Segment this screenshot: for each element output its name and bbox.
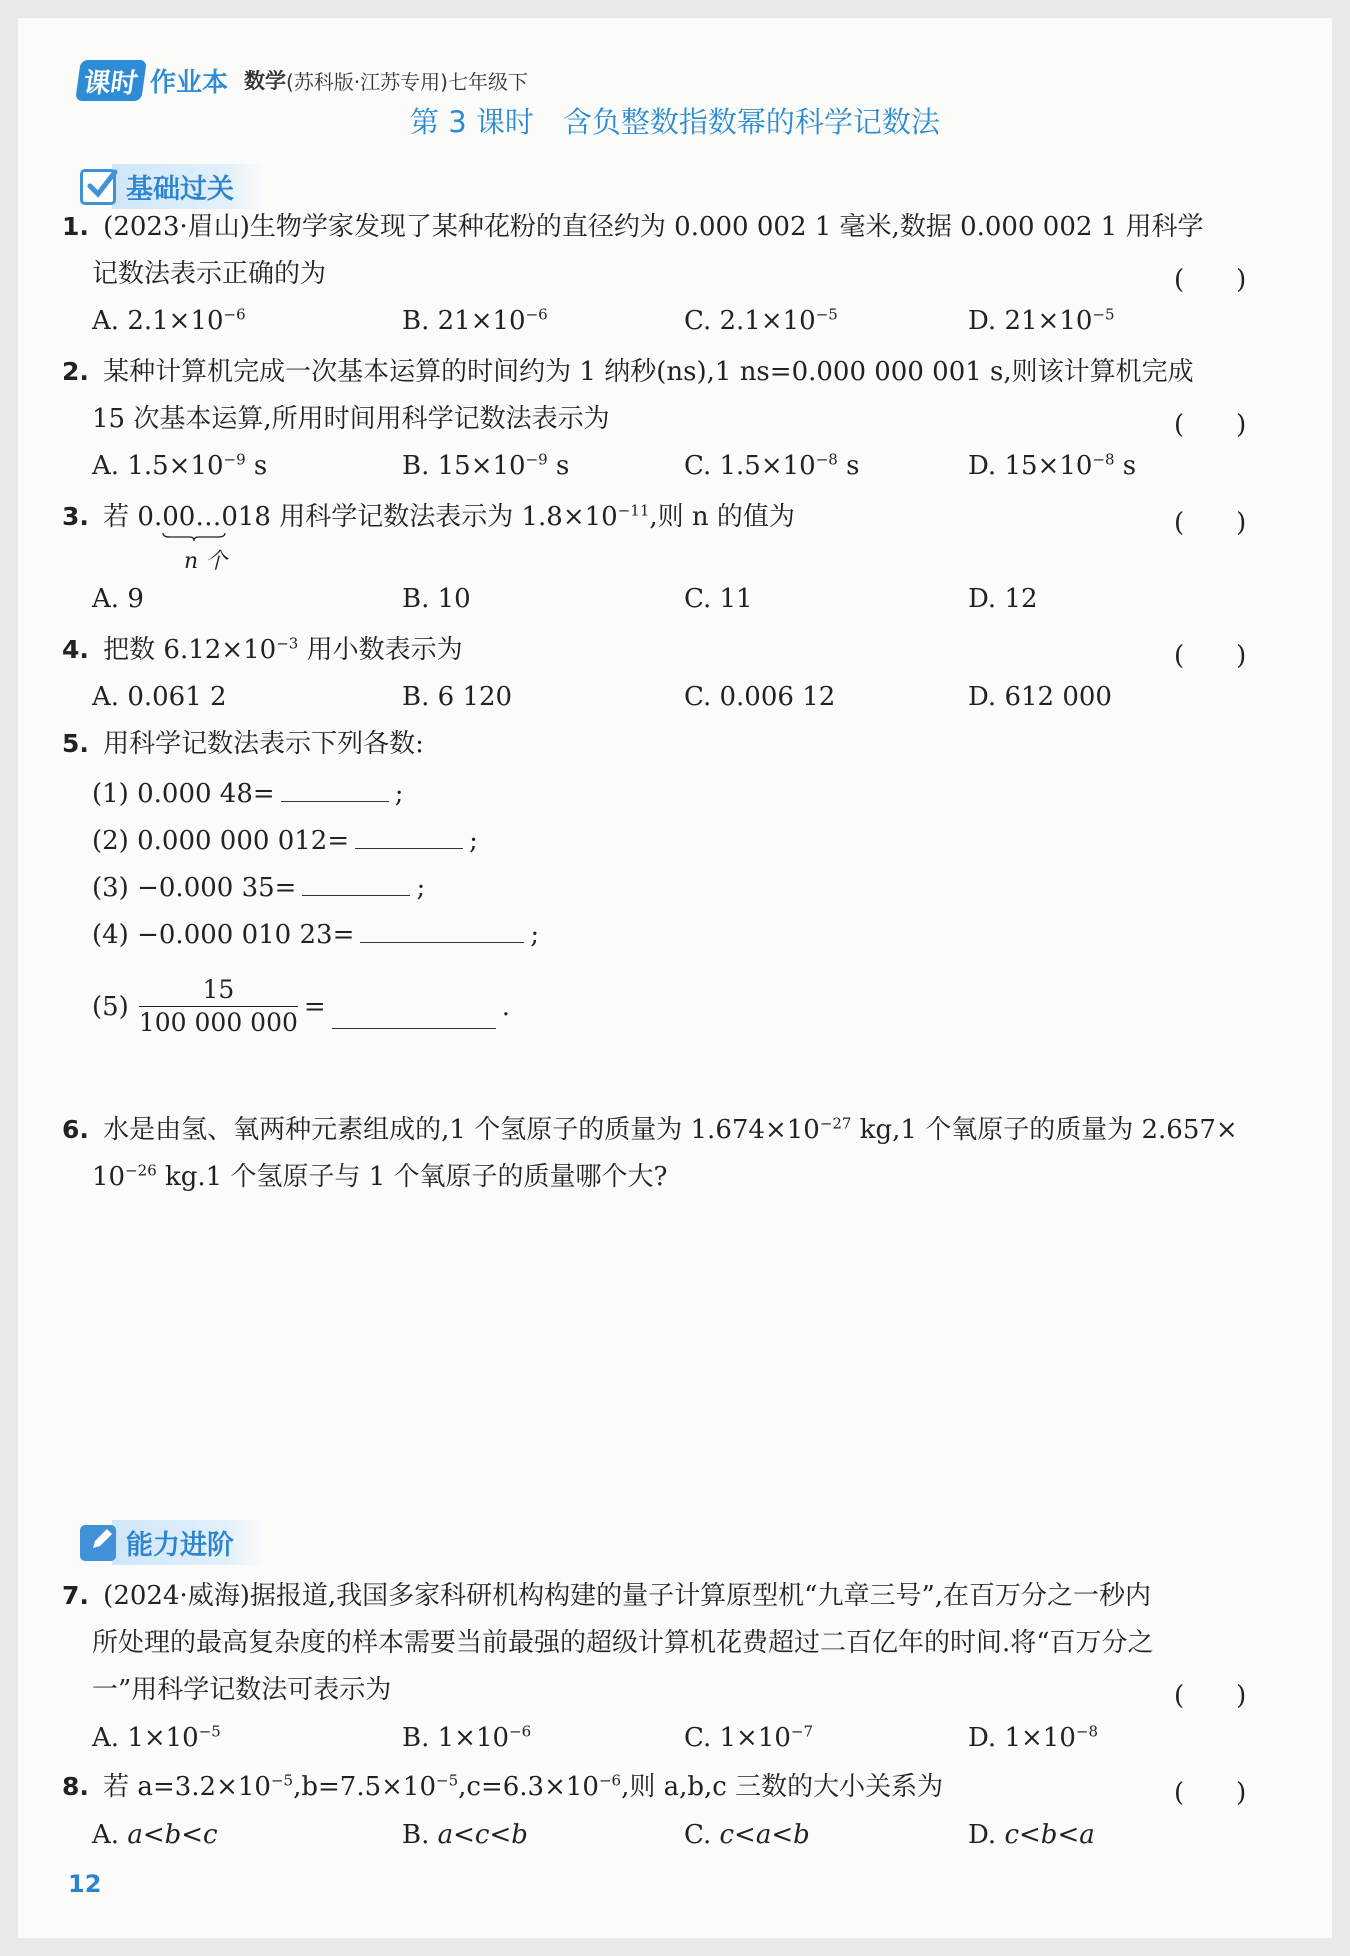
question-text: (2024·威海)据报道,我国多家科研机构构建的量子计算原型机“九章三号”,在百万分之一秒内 <box>103 1581 1152 1611</box>
header <box>78 60 528 100</box>
answer-blank[interactable]: ( ) <box>1174 410 1247 440</box>
brand-logo: 课时 <box>75 60 147 101</box>
question-5 <box>62 729 424 759</box>
answer-blank[interactable]: ( ) <box>1174 641 1247 671</box>
question-number: 3. <box>62 502 89 531</box>
section-basic <box>80 164 264 209</box>
option[interactable]: C. $1.5\times 10^{-8}$ s <box>684 450 860 481</box>
question-3 <box>62 502 795 532</box>
question-7-line2: 所处理的最高复杂度的样本需要当前最强的超级计算机花费超过二百亿年的时间.将“百万分之 <box>92 1628 1154 1658</box>
option[interactable]: D. c<b<a <box>968 1820 1095 1850</box>
question-1 <box>62 212 1203 242</box>
option[interactable]: B. $21\times 10^{-6}$ <box>402 305 548 336</box>
question-7-line3: 一”用科学记数法可表示为 <box>92 1675 392 1705</box>
question-1-line2: 记数法表示正确的为 <box>92 259 327 289</box>
fraction: $\frac{15}{100 000 000}$ <box>138 975 298 1037</box>
question-number: 2. <box>62 357 89 386</box>
option[interactable]: B. 6 120 <box>402 682 513 712</box>
section-advanced <box>80 1520 264 1565</box>
option[interactable]: A. $1.5\times 10^{-9}$ s <box>92 450 268 481</box>
question-text: 水是由氢、氧两种元素组成的,1 个氢原子的质量为 $1.674\times 10^{-27}$ kg,1 个氧原子的质量为 2.657× <box>103 1114 1238 1145</box>
question-text: (2023·眉山)生物学家发现了某种花粉的直径约为 0.000 002 1 毫米,数据 0.000 002 1 用科学 <box>103 212 1204 242</box>
fill-blank[interactable] <box>332 1004 496 1029</box>
option[interactable]: C. $1\times 10^{-7}$ <box>684 1722 814 1753</box>
answer-blank[interactable]: ( ) <box>1174 1681 1247 1711</box>
option[interactable]: B. $15\times 10^{-9}$ s <box>402 450 570 481</box>
option[interactable]: B. 10 <box>402 584 471 614</box>
question-8 <box>62 1772 943 1802</box>
question-text: 用科学记数法表示下列各数: <box>103 729 424 759</box>
sub-question: (4) −0.000 010 23= ; <box>92 920 540 950</box>
question-number: 4. <box>62 635 89 664</box>
lesson-title: 第 3 课时 含负整数指数幂的科学记数法 <box>410 105 940 139</box>
option[interactable]: D. $1\times 10^{-8}$ <box>968 1722 1098 1753</box>
sub-question: (1) 0.000 48= ; <box>92 779 404 809</box>
question-text: 某种计算机完成一次基本运算的时间约为 1 纳秒(ns),1 ns=0.000 000 001 s,则该计算机完成 <box>103 357 1194 387</box>
option[interactable]: C. 11 <box>684 584 753 614</box>
fill-blank[interactable] <box>360 918 524 943</box>
answer-blank[interactable]: ( ) <box>1174 1778 1247 1808</box>
answer-blank[interactable]: ( ) <box>1174 265 1247 295</box>
answer-blank[interactable]: ( ) <box>1174 508 1247 538</box>
section-basic-label: 基础过关 <box>112 164 264 209</box>
question-2-line2: 15 次基本运算,所用时间用科学记数法表示为 <box>92 404 610 434</box>
fill-blank[interactable] <box>302 871 410 896</box>
option[interactable]: C. c<a<b <box>684 1820 810 1850</box>
question-number: 5. <box>62 729 89 758</box>
option[interactable]: D. 12 <box>968 584 1038 614</box>
subject: 数学 <box>244 69 287 93</box>
zeros-underbrace: 00…0 <box>162 502 238 532</box>
option[interactable]: A. $2.1\times 10^{-6}$ <box>92 305 246 336</box>
option[interactable]: C. $2.1\times 10^{-5}$ <box>684 305 838 336</box>
option[interactable]: A. 9 <box>92 584 144 614</box>
fill-blank[interactable] <box>355 824 463 849</box>
edit-icon <box>80 1525 116 1561</box>
option[interactable]: B. $1\times 10^{-6}$ <box>402 1722 532 1753</box>
option[interactable]: D. 612 000 <box>968 682 1112 712</box>
question-text: 把数 $6.12\times 10^{-3}$ 用小数表示为 <box>103 634 463 665</box>
question-number: 1. <box>62 212 89 241</box>
sub-question: (3) −0.000 35= ; <box>92 873 426 903</box>
option[interactable]: A. $1\times 10^{-5}$ <box>92 1722 221 1753</box>
sub-question: (5) $\frac{15}{100 000 000}$ = . <box>92 975 510 1037</box>
question-number: 6. <box>62 1115 89 1144</box>
edition: (苏科版·江苏专用)七年级下 <box>286 69 528 94</box>
option[interactable]: D. $15\times 10^{-8}$ s <box>968 450 1137 481</box>
brace-label: n 个 <box>184 549 228 574</box>
section-advanced-label: 能力进阶 <box>112 1520 264 1565</box>
question-6 <box>62 1115 1238 1145</box>
question-2 <box>62 357 1194 387</box>
question-number: 8. <box>62 1772 89 1801</box>
question-text: 若 0.00…0 18 用科学记数法表示为 $1.8\times 10^{-11}$,则 n 的值为 <box>103 502 795 532</box>
option[interactable]: D. $21\times 10^{-5}$ <box>968 305 1115 336</box>
question-6-line2: $10^{-26}$ kg.1 个氢原子与 1 个氧原子的质量哪个大? <box>92 1161 668 1192</box>
option[interactable]: A. a<b<c <box>92 1820 218 1850</box>
sub-question: (2) 0.000 000 012= ; <box>92 826 478 856</box>
question-4 <box>62 635 463 665</box>
option[interactable]: B. a<c<b <box>402 1820 528 1850</box>
option[interactable]: C. 0.006 12 <box>684 682 836 712</box>
check-icon <box>80 169 116 205</box>
brand-name: 作业本 <box>150 67 229 98</box>
workbook-page <box>18 18 1332 1938</box>
question-text: 若 $a=3.2\times 10^{-5},b=7.5\times 10^{-5},c=6.3\times 10^{-6}$,则 a,b,c 三数的大小关系为 <box>103 1771 944 1802</box>
page-number: 12 <box>68 1870 102 1898</box>
fill-blank[interactable] <box>281 777 389 802</box>
question-number: 7. <box>62 1581 89 1610</box>
question-7 <box>62 1581 1151 1611</box>
option[interactable]: A. 0.061 2 <box>92 682 227 712</box>
